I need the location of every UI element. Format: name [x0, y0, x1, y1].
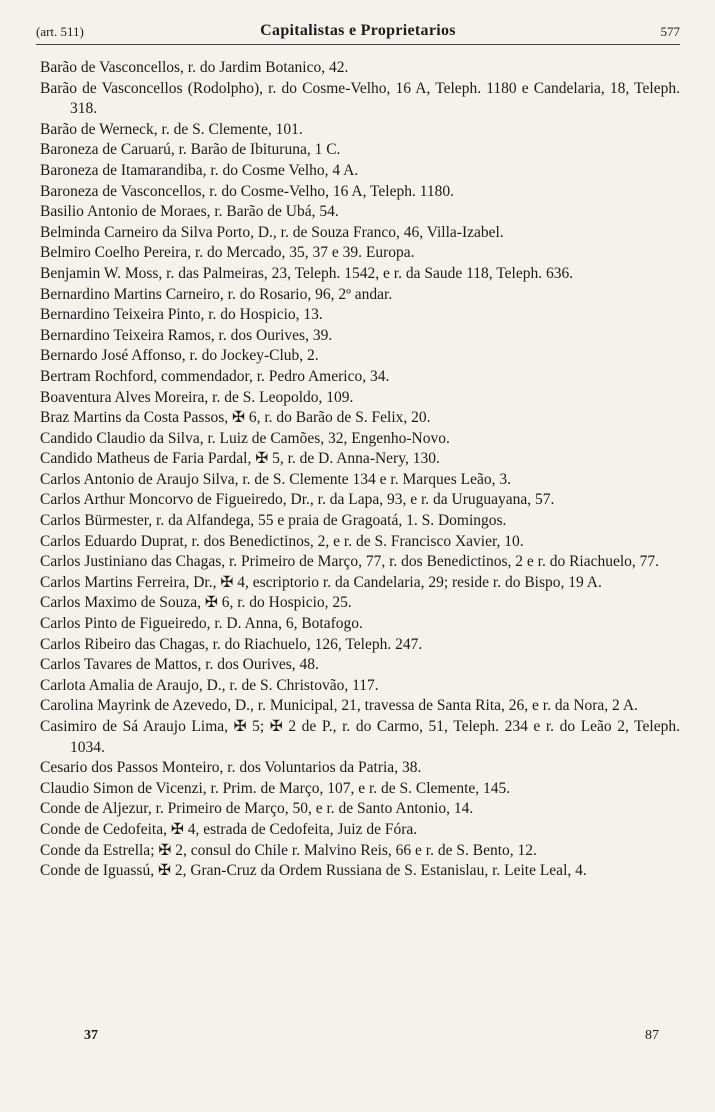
directory-entry: Basilio Antonio de Moraes, r. Barão de Ubá, 54. [40, 203, 339, 221]
directory-entry: Candido Claudio da Silva, r. Luiz de Camões, 32, Engenho-Novo. [40, 429, 450, 447]
directory-entry: Barão de Vasconcellos, r. do Jardim Botanico, 42. [40, 59, 349, 76]
directory-entry: Barão de Werneck, r. de S. Clemente, 101. [40, 120, 303, 138]
directory-entry: Casimiro de Sá Araujo Lima, ✠ 5; ✠ 2 de P., r. do Carmo, 51, Teleph. 234 e r. do Leão 2, Teleph. 1034. [40, 718, 680, 756]
directory-entry: Carlos Maximo de Souza, ✠ 6, r. do Hospicio, 25. [40, 594, 352, 612]
directory-entry: Conde de Iguassú, ✠ 2, Gran-Cruz da Ordem Russiana de S. Estanislau, r. Leite Leal, 4. [40, 862, 587, 880]
directory-entry: Baroneza de Itamarandiba, r. do Cosme Velho, 4 A. [40, 161, 359, 179]
directory-entry: Conde de Cedofeita, ✠ 4, estrada de Cedofeita, Juiz de Fóra. [40, 820, 418, 838]
directory-entry: Carlos Tavares de Mattos, r. dos Ourives, 48. [40, 656, 319, 674]
directory-entry: Belminda Carneiro da Silva Porto, D., r. de Souza Franco, 46, Villa-Izabel. [40, 223, 504, 241]
directory-entry: Carlos Antonio de Araujo Silva, r. de S. Clemente 134 e r. Marques Leão, 3. [40, 470, 511, 488]
directory-entry: Cesario dos Passos Monteiro, r. dos Voluntarios da Patria, 38. [40, 759, 422, 777]
directory-entry: Carolina Mayrink de Azevedo, D., r. Municipal, 21, travessa de Santa Rita, 26, e r. da Nora, 2 A. [40, 697, 638, 715]
directory-entry: Conde de Aljezur, r. Primeiro de Março, 50, e r. de Santo Antonio, 14. [40, 800, 474, 818]
page-number: 577 [660, 24, 680, 39]
directory-entry: Carlos Eduardo Duprat, r. dos Benedictinos, 2, e r. de S. Francisco Xavier, 10. [40, 532, 524, 550]
directory-entry: Bernardino Teixeira Pinto, r. do Hospicio, 13. [40, 306, 323, 324]
page-header [36, 22, 680, 45]
directory-entry: Bernardo José Affonso, r. do Jockey-Club, 2. [40, 347, 319, 365]
directory-entry: Braz Martins da Costa Passos, ✠ 6, r. do Barão de S. Felix, 20. [40, 409, 431, 427]
sheet-number: 87 [645, 1028, 659, 1043]
entry-list [40, 58, 680, 882]
directory-entry: Candido Matheus de Faria Pardal, ✠ 5, r. de D. Anna-Nery, 130. [40, 450, 440, 468]
directory-entry: Carlos Ribeiro das Chagas, r. do Riachuelo, 126, Teleph. 247. [40, 635, 423, 653]
directory-entry: Carlota Amalia de Araujo, D., r. de S. Christovão, 117. [40, 676, 379, 694]
directory-entry: Carlos Bürmester, r. da Alfandega, 55 e praia de Gragoatá, 1. S. Domingos. [40, 512, 507, 530]
directory-entry: Baroneza de Caruarú, r. Barão de Ibituruna, 1 C. [40, 141, 341, 159]
directory-entry: Carlos Martins Ferreira, Dr., ✠ 4, escriptorio r. da Candelaria, 29; reside r. do Bispo, 19 A. [40, 573, 602, 591]
directory-entry: Boaventura Alves Moreira, r. de S. Leopoldo, 109. [40, 388, 354, 406]
page-title: Capitalistas e Proprietarios [260, 22, 456, 39]
directory-entry: Belmiro Coelho Pereira, r. do Mercado, 35, 37 e 39. Europa. [40, 244, 415, 262]
directory-entry: Baroneza de Vasconcellos, r. do Cosme-Velho, 16 A, Teleph. 1180. [40, 182, 455, 200]
directory-entry: Claudio Simon de Vicenzi, r. Prim. de Março, 107, e r. de S. Clemente, 145. [40, 779, 511, 797]
directory-entry: Carlos Pinto de Figueiredo, r. D. Anna, 6, Botafogo. [40, 615, 363, 633]
page-footer [84, 1028, 659, 1048]
directory-entry: Carlos Arthur Moncorvo de Figueiredo, Dr., r. da Lapa, 93, e r. da Uruguayana, 57. [40, 491, 555, 509]
directory-entry: Bernardino Teixeira Ramos, r. dos Ourives, 39. [40, 326, 333, 344]
signature-mark: 37 [84, 1028, 98, 1043]
directory-entry: Benjamin W. Moss, r. das Palmeiras, 23, Teleph. 1542, e r. da Saude 118, Teleph. 636. [40, 264, 574, 282]
directory-entry: Bertram Rochford, commendador, r. Pedro Americo, 34. [40, 367, 390, 385]
directory-entry: Bernardino Martins Carneiro, r. do Rosario, 96, 2º andar. [40, 285, 393, 303]
article-reference: (art. 511) [36, 24, 84, 39]
directory-entry: Conde da Estrella; ✠ 2, consul do Chile r. Malvino Reis, 66 e r. de S. Bento, 12. [40, 841, 537, 859]
directory-entry: Carlos Justiniano das Chagas, r. Primeiro de Março, 77, r. dos Benedictinos, 2 e r. do Riachuelo, 77. [40, 553, 660, 571]
directory-entry: Barão de Vasconcellos (Rodolpho), r. do Cosme-Velho, 16 A, Teleph. 1180 e Candelaria, 18, Teleph. 318. [40, 79, 680, 118]
